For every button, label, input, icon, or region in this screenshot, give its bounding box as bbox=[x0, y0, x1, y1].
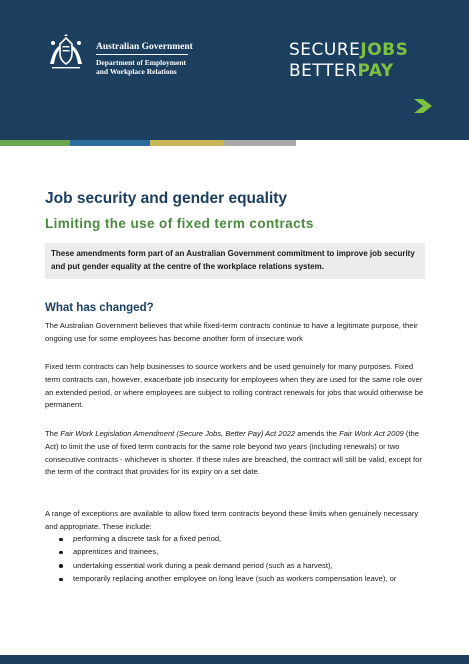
paragraph: The Australian Government believes that while fixed-term contracts continue to have a legitimate purpose, their ongoing use for some employees has become another form of insecure work bbox=[45, 321, 418, 343]
secure-jobs-better-pay-logo bbox=[289, 40, 408, 82]
brand-word-better: BETTER bbox=[289, 61, 358, 81]
paragraph: Fixed term contracts can help businesses to source workers and be used genuinely for many purposes. Fixed term contracts can, however, exacerbate job insecurity for employees when they are used for the same role over an extended period, or where employees are subject to rolling contract renewals for jobs that would otherwise be permanent. bbox=[45, 362, 424, 410]
brand-word-secure: SECURE bbox=[289, 40, 361, 60]
exceptions-list bbox=[57, 533, 427, 587]
bullet-icon bbox=[59, 538, 63, 542]
bullet-icon bbox=[59, 578, 63, 582]
text-run: amends the bbox=[295, 429, 340, 438]
paragraph bbox=[45, 428, 430, 479]
list-item-text: apprentices and trainees, bbox=[73, 547, 159, 557]
bullet-icon bbox=[59, 551, 63, 555]
department-line: Department of Employment bbox=[96, 58, 186, 67]
text-run: The bbox=[45, 429, 61, 438]
department-line: and Workplace Relations bbox=[96, 67, 177, 76]
paragraph: A range of exceptions are available to allow fixed term contracts beyond these limits when genuinely necessary and appropriate. These include: bbox=[45, 509, 419, 531]
text-run: (the Act) to limit the use of fixed term contracts for the same role beyond two years (including renewals) or two consecutive contracts - whichever is shorter. If these rules are breached, the contract will still be valid, except for the term of the contract that provides for its expiry on a set date. bbox=[45, 429, 422, 477]
document-title: Job security and gender equality bbox=[45, 190, 288, 207]
stripe-green bbox=[0, 140, 70, 146]
list-item-text: performing a discrete task for a fixed period, bbox=[73, 534, 222, 543]
coat-of-arms-icon bbox=[46, 34, 86, 70]
divider bbox=[96, 54, 188, 55]
callout-box: These amendments form part of an Australian Government commitment to improve job security and put gender equality at the centre of the workplace relations system. bbox=[45, 243, 425, 279]
document-subtitle: Limiting the use of fixed term contracts bbox=[45, 216, 314, 231]
stripe-blue bbox=[70, 140, 150, 146]
list-item bbox=[57, 560, 427, 573]
brand-line-2 bbox=[289, 61, 408, 82]
list-item-text: temporarily replacing another employee on long leave (such as workers compensation leave), or bbox=[73, 574, 397, 584]
footer-bar bbox=[0, 655, 469, 664]
government-name: Australian Government bbox=[96, 42, 193, 52]
act-name: Fair Work Legislation Amendment (Secure Jobs, Better Pay) Act 2022 bbox=[60, 429, 296, 438]
department-name bbox=[96, 58, 186, 76]
stripe-gold bbox=[150, 140, 223, 146]
list-item bbox=[57, 546, 427, 559]
page-header bbox=[0, 0, 469, 140]
list-item bbox=[57, 533, 427, 546]
list-item-text: undertaking essential work during a peak demand period (such as a harvest), bbox=[73, 560, 333, 570]
brand-word-pay: PAY bbox=[357, 61, 394, 81]
list-item bbox=[57, 573, 427, 586]
brand-word-jobs: JOBS bbox=[360, 40, 409, 60]
stripe-grey bbox=[223, 140, 296, 146]
color-stripe-bar bbox=[0, 140, 469, 146]
act-name: Fair Work Act 2009 bbox=[339, 429, 404, 438]
section-heading: What has changed? bbox=[45, 302, 154, 314]
bullet-icon bbox=[59, 564, 63, 568]
chevron-right-icon bbox=[412, 97, 434, 115]
brand-line-1 bbox=[289, 40, 408, 61]
